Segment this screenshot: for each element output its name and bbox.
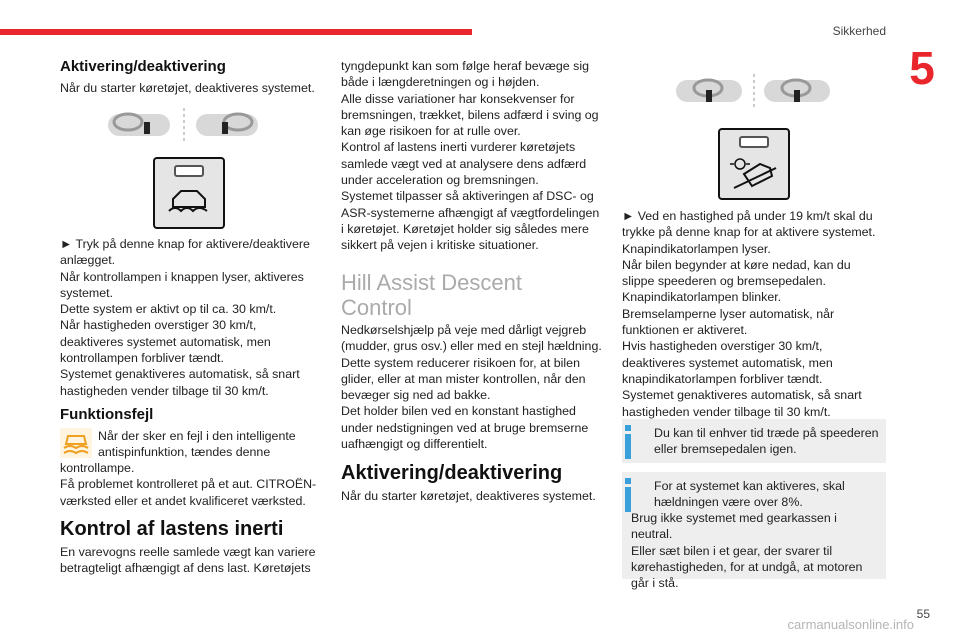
info-note-1-text: Du kan til enhver tid træde på speederen eller bremsepedalen igen. — [654, 426, 879, 457]
paragraph-hill-instructions: ► Ved en hastighed på under 19 km/t skal du trykke på denne knap for at aktivere systemet. Knapindikatorlampen lyser. Når bilen begynder at køre nedad, kan du slippe speederen og bremsepedalen. Knapindikatorlampen blinker. Bremselamperne lyser automatisk, når funktionen er aktiveret. Hvis hastigheden overstiger 30 km/t, deaktiveres systemet automatisk, men knapindikatorlampen forbliver tændt. Systemet genaktiveres automatisk, så snart hastigheden vender tilbage til 30 km/t. — [622, 209, 876, 419]
watermark: carmanualsonline.info — [787, 617, 914, 632]
heading-activation: Aktivering/deaktivering — [60, 58, 226, 75]
header-accent-bar — [0, 29, 472, 35]
info-note-2 — [622, 472, 886, 591]
paragraph-instructions: ► Tryk på denne knap for aktivere/deaktivere anlægget. Når kontrollampen i knappen lyser, aktiveres systemet. Dette system er aktivt op til ca. 30 km/t. Når hastigheden overstiger 30 km/t, deaktiveres systemet automatisk, men kontrollampen forbliver tændt. Systemet genaktiveres automatisk, så snart hastigheden vender tilbage til 30 km/t. — [60, 237, 310, 398]
paragraph-fault-b: kontrollampe. Få problemet kontrolleret på et aut. CITROËN-værksted eller et andet kvalificeret værksted. — [60, 461, 317, 508]
paragraph-inertia-continued: tyngdepunkt kan som følge heraf bevæge sig både i længderetningen og i højden. Alle disse variationer har konsekvenser for bremsningen, trækket, bilens adfærd i sving og kan øge risikoen for at rulle over. Kontrol af lastens inerti vurderer køretøjets samlede vægt ved at analysere dens adfærd under acceleration og bremsningen. Systemet tilpasser så aktiveringen af DSC- og ASR-systemerne afhængigt af vægtfordelingen i køretøjet. Køretøjet holder sig således mere sikkert på vejen i kritiske situationer. — [341, 59, 600, 253]
heading-fault: Funktionsfejl — [60, 406, 154, 423]
info-note-2-text-b: Brug ikke systemet med gearkassen i neutral. Eller sæt bilen i et gear, der svarer til kørehastigheden, for at undgå, at motoren går i stå. — [631, 511, 863, 591]
page-number: 55 — [916, 607, 930, 621]
paragraph-inertia: En varevogns reelle samlede vægt kan variere betragteligt afhængigt af dens last. Køretøjets — [60, 545, 316, 576]
heading-activation-2: Aktivering/deaktivering — [341, 462, 563, 484]
info-note-2-text: For at systemet kan aktiveres, skal hældningen være over 8%. — [654, 479, 845, 510]
info-icon — [625, 478, 631, 512]
paragraph-activation-2: Når du starter køretøjet, deaktiveres systemet. — [341, 489, 596, 503]
paragraph-hill-assist: Nedkørselshjælp på veje med dårligt vejgreb (mudder, grus osv.) eller med en stejl hældning. Dette system reducerer risikoen for, at bilen glider, eller at man mister kontrollen, når den bevæger sig ned ad bakke. Det holder bilen ved en konstant hastighed under nedstigningen ved at bruge bremserne uafhængigt og differentielt. — [341, 323, 602, 452]
antispin-warning-icon — [60, 428, 92, 458]
paragraph-activation: Når du starter køretøjet, deaktiveres systemet. — [60, 81, 315, 95]
heading-hill-assist: Hill Assist Descent Control — [341, 270, 522, 320]
info-icon — [625, 425, 631, 459]
section-title: Sikkerhed — [832, 24, 886, 38]
steering-wheel-icon — [672, 74, 832, 108]
hill-descent-button-icon — [718, 128, 790, 200]
heading-inertia: Kontrol af lastens inerti — [60, 518, 284, 540]
paragraph-fault-a: Når der sker en fejl i den intelligente antispinfunktion, tændes denne — [98, 429, 296, 460]
info-note-1 — [622, 419, 886, 463]
traction-control-button-icon — [153, 157, 225, 229]
steering-wheel-icon — [108, 108, 260, 142]
chapter-number: 5 — [909, 42, 935, 94]
